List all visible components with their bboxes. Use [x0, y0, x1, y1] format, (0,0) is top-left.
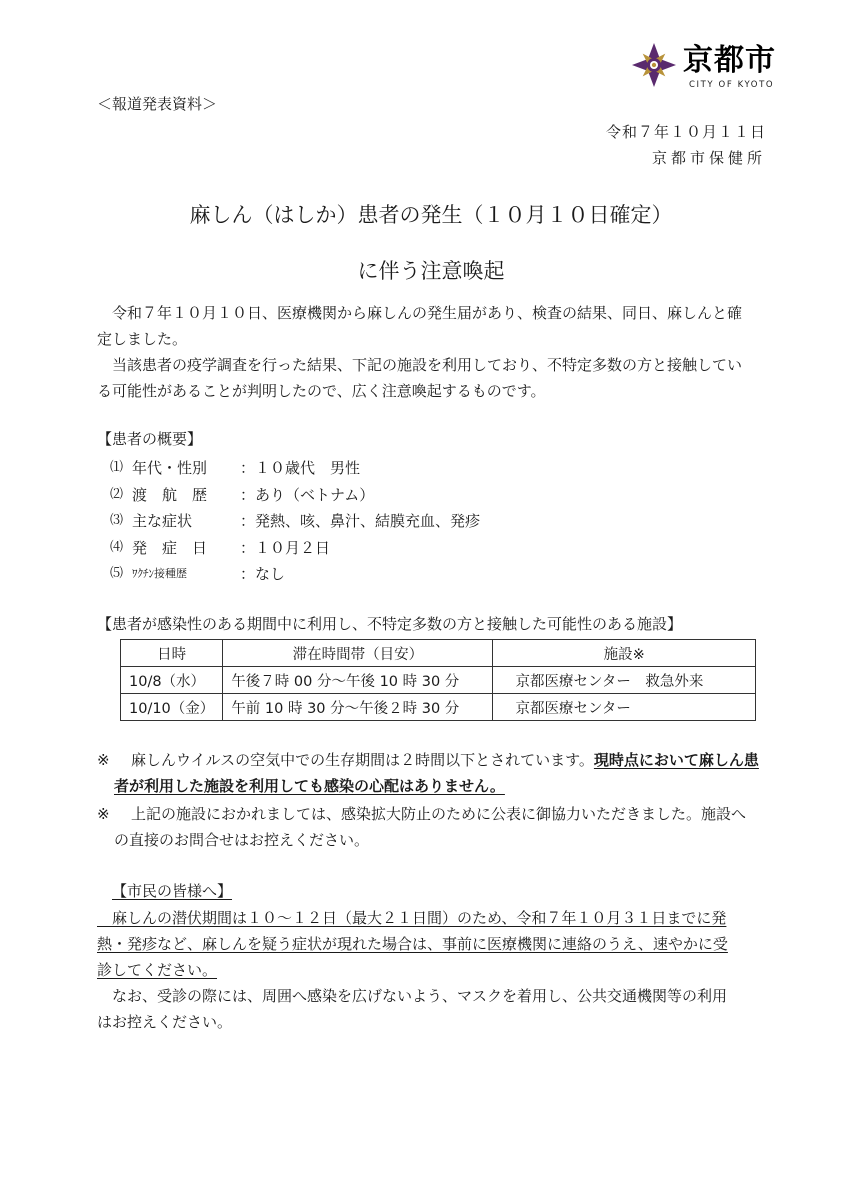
document-title-line1: 麻しん（はしか）患者の発生（１０月１０日確定） — [189, 203, 673, 227]
table-cell: 午後７時 00 分～午後 10 時 30 分 — [223, 667, 493, 694]
item-value: ：なし — [240, 565, 286, 583]
note-airborne — [97, 747, 777, 799]
intro-line: 定しました。 — [97, 330, 188, 348]
citizens-line-text: 診してください。 — [97, 961, 218, 979]
table-cell: 午前 10 時 30 分～午後２時 30 分 — [223, 694, 493, 721]
citizens-heading: 【市民の皆様へ】 — [112, 882, 233, 900]
table-header-row — [121, 640, 756, 667]
intro-line: 当該患者の疫学調査を行った結果、下記の施設を利用しており、不特定多数の方と接触してい — [97, 356, 743, 374]
press-release-label: ＜報道発表資料＞ — [97, 95, 218, 113]
note-line — [97, 773, 777, 799]
citizens-line — [97, 957, 777, 983]
list-item — [110, 561, 480, 588]
patient-overview-heading: 【患者の概要】 — [97, 430, 203, 448]
note-mark: ※ — [97, 805, 110, 823]
column-header: 施設※ — [493, 640, 756, 667]
list-item — [110, 455, 480, 482]
note-facilities — [97, 801, 777, 853]
item-label: 発 症 日 — [132, 538, 208, 557]
item-number: ⑶ — [110, 513, 124, 528]
column-header: 日時 — [121, 640, 223, 667]
column-header: 滞在時間帯（目安） — [223, 640, 493, 667]
kyoto-city-emblem-icon — [629, 40, 679, 90]
table-cell: 10/10（金） — [121, 694, 223, 721]
note-line: の直接のお問合せはお控えください。 — [114, 831, 370, 849]
citizens-paragraph — [97, 905, 777, 1035]
logo-city-name: 京都市 — [683, 43, 776, 78]
table-cell: 10/8（水） — [121, 667, 223, 694]
citizens-line: なお、受診の際には、周囲へ感染を広げないよう、マスクを着用し、公共交通機関等の利用 — [97, 987, 728, 1005]
issuer: 京都市保健所 — [651, 149, 766, 167]
item-value: ：発熱、咳、鼻汁、結膜充血、発疹 — [240, 512, 481, 530]
citizens-line: 熱・発疹など、麻しんを疑う症状が現れた場合は、事前に医療機関に連絡のうえ、速やかに受 — [97, 935, 728, 953]
intro-line: る可能性があることが判明したので、広く注意喚起するものです。 — [97, 382, 546, 400]
item-label: ﾜｸﾁﾝ接種歴 — [132, 567, 187, 580]
item-label: 渡 航 歴 — [132, 485, 208, 504]
item-number: ⑵ — [110, 486, 124, 502]
note-emphasis: 者が利用した施設を利用しても感染の心配はありません。 — [114, 777, 505, 795]
table-cell: 京都医療センター 救急外来 — [493, 667, 756, 694]
note-text: 上記の施設におかれましては、感染拡大防止のために公表に御協力いただきました。施設へ — [131, 805, 747, 823]
intro-line: 令和７年１０月１０日、医療機関から麻しんの発生届があり、検査の結果、同日、麻しんと確 — [97, 304, 743, 322]
item-value: ：１０月２日 — [240, 538, 331, 557]
facilities-table — [120, 639, 756, 721]
citizens-line: はお控えください。 — [97, 1013, 233, 1031]
list-item — [110, 508, 480, 535]
list-item — [110, 482, 480, 509]
item-label: 主な症状 — [132, 512, 193, 530]
note-text: 麻しんウイルスの空気中での生存期間は２時間以下とされています。 — [131, 751, 594, 769]
intro-paragraph — [97, 300, 777, 404]
facilities-heading: 【患者が感染性のある期間中に利用し、不特定多数の方と接触した可能性のある施設】 — [97, 615, 683, 633]
city-logo — [629, 40, 779, 100]
item-number: ⑸ — [110, 566, 124, 581]
table-row — [121, 667, 756, 694]
note-line — [97, 747, 777, 773]
item-label: 年代・性別 — [132, 459, 208, 477]
item-number: ⑴ — [110, 460, 124, 475]
item-number: ⑷ — [110, 539, 124, 555]
table-row — [121, 694, 756, 721]
document-title-line2: に伴う注意喚起 — [357, 259, 505, 283]
list-item — [110, 535, 480, 562]
item-value: ：あり（ベトナム） — [240, 485, 375, 504]
note-emphasis: 現時点において麻しん患 — [593, 751, 759, 769]
note-line — [97, 801, 777, 827]
logo-city-subtitle: CITY OF KYOTO — [689, 80, 775, 90]
release-date: 令和７年１０月１１日 — [605, 123, 766, 141]
note-mark: ※ — [97, 751, 110, 769]
item-value: ：１０歳代 男性 — [240, 459, 361, 477]
table-cell: 京都医療センター — [493, 694, 756, 721]
patient-overview-list — [110, 455, 480, 588]
citizens-line: 麻しんの潜伏期間は１０～１２日（最大２１日間）のため、令和７年１０月３１日までに発 — [97, 909, 727, 927]
